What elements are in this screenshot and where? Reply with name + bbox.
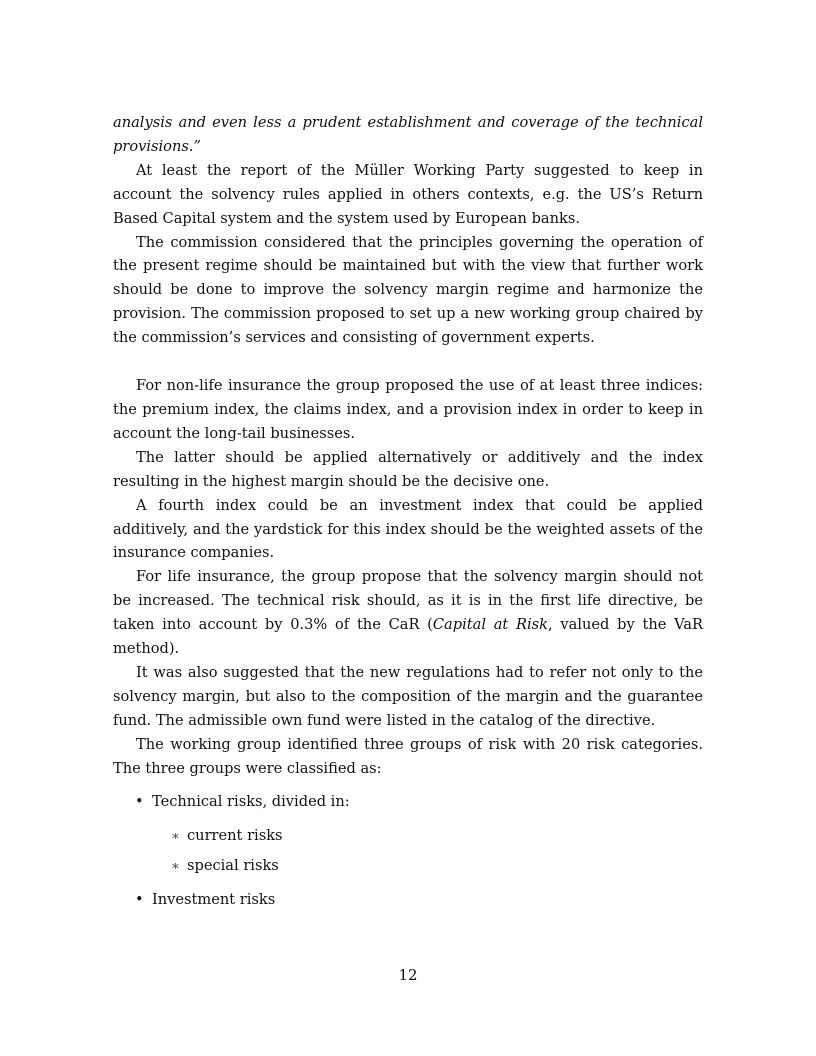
risk-groups-list xyxy=(113,790,703,912)
asterisk-icon: ∗ xyxy=(171,829,180,845)
paragraph-risk-groups: The working group identified three groups of risk with 20 risk categories. The three groups were classified as: xyxy=(113,735,703,777)
list-item-technical-risks xyxy=(113,790,703,878)
quote-continuation: analysis and even less a prudent establishment and coverage of the technical provisions.” xyxy=(113,114,703,155)
paragraph-latter-index: The latter should be applied alternatively or additively and the index resulting in the highest margin should be the decisive one. xyxy=(113,448,703,490)
paragraph-life-insurance xyxy=(113,565,703,661)
paragraph-non-life-indices: For non-life insurance the group proposed the use of at least three indices: the premium index, the claims index, and a provision index in order to keep in account the long-tail businesses. xyxy=(113,377,703,442)
capital-at-risk-term: Capital at Risk xyxy=(432,616,549,634)
technical-risks-sublist xyxy=(152,824,703,878)
paragraph-commission-regime: The commission considered that the principles governing the operation of the present regime should be maintained but with the view that further work should be done to improve the solvency margin regime and harmonize the provision. The commission proposed to set up a new working group chaired by the commission’s services and consisting of government experts. xyxy=(113,233,703,347)
list-item-label: Technical risks, divided in: xyxy=(152,793,350,811)
life-insurance-text-b: , valued by the VaR method). xyxy=(113,616,703,658)
list-item-label: Investment risks xyxy=(152,891,276,909)
page-body xyxy=(113,111,703,922)
bullet-icon: • xyxy=(135,891,144,909)
sublist-item-label: special risks xyxy=(187,857,279,875)
asterisk-icon: ∗ xyxy=(171,859,180,875)
page-number: 12 xyxy=(398,966,418,984)
bullet-icon: • xyxy=(135,793,144,811)
paragraph-fourth-index: A fourth index could be an investment index that could be applied additively, and the yardstick for this index should be the weighted assets of the insurance companies. xyxy=(113,496,703,562)
paragraph-muller-working-party: At least the report of the Müller Working Party suggested to keep in account the solvency rules applied in others contexts, e.g. the US’s Return Based Capital system and the system used by European banks. xyxy=(113,161,703,227)
sublist-item-current-risks xyxy=(152,824,703,848)
paragraph-new-regulations: It was also suggested that the new regulations had to refer not only to the solvency margin, but also to the composition of the margin and the guarantee fund. The admissible own fund were listed in the catalog of the directive. xyxy=(113,663,703,729)
life-insurance-text-a: For life insurance, the group propose that the solvency margin should not be increased. The technical risk should, as it is in the first life directive, be taken into account by 0.3% of the CaR ( xyxy=(113,568,703,634)
sublist-item-special-risks xyxy=(152,854,703,878)
sublist-item-label: current risks xyxy=(187,827,283,845)
list-item-investment-risks xyxy=(113,888,703,912)
